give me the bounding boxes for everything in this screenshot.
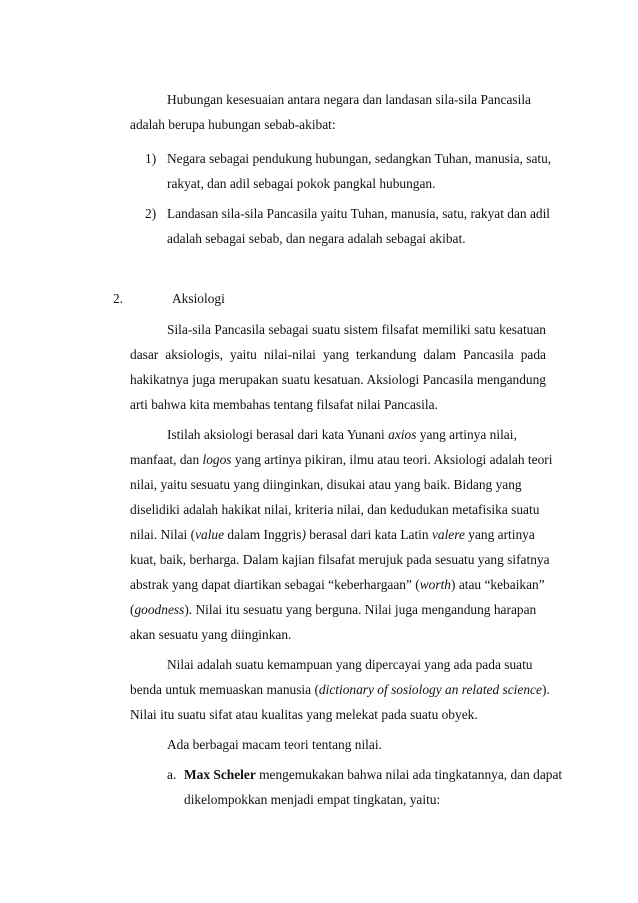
section-heading: Aksiologi bbox=[172, 291, 225, 306]
term-valere: valere bbox=[431, 527, 465, 542]
p2-line-1-tail: yang artinya nilai, bbox=[416, 427, 517, 442]
intro-line-2: adalah berupa hubungan sebab-akibat: bbox=[130, 117, 336, 132]
p4-line: Ada berbagai macam teori tentang nilai. bbox=[167, 737, 382, 752]
list-a-line-1 bbox=[184, 763, 562, 788]
p2-line-7-tail: ) atau “kebaikan” bbox=[451, 577, 545, 592]
p1-line-4: arti bahwa kita membahas tentang filsafat nilai Pancasila. bbox=[130, 397, 438, 412]
section-number: 2. bbox=[113, 291, 124, 306]
p2-line-8 bbox=[130, 598, 536, 623]
p2-line-5-mid: dalam Inggris bbox=[224, 527, 302, 542]
list-item-1-marker: 1) bbox=[145, 151, 157, 166]
p2-line-5-paren: ) bbox=[301, 527, 306, 542]
list-item-2-line-2: adalah sebagai sebab, dan negara adalah sebagai akibat. bbox=[167, 231, 466, 246]
p2-line-2-text: manfaat, dan bbox=[130, 452, 203, 467]
list-a-line-2: dikelompokkan menjadi empat tingkatan, yaitu: bbox=[184, 792, 441, 807]
list-item-2-marker: 2) bbox=[145, 206, 157, 221]
list-item-1-line-1: Negara sebagai pendukung hubungan, sedangkan Tuhan, manusia, satu, bbox=[167, 151, 552, 166]
p3-line-2 bbox=[130, 678, 550, 703]
list-a-line-1-tail: mengemukakan bahwa nilai ada tingkatannya, dan dapat bbox=[255, 767, 563, 782]
term-dictionary: dictionary of sosiology an related science bbox=[318, 682, 542, 697]
p3-line-2-text: benda untuk memuaskan manusia ( bbox=[130, 682, 319, 697]
p2-line-8-tail: ). Nilai itu sesuatu yang berguna. Nilai juga mengandung harapan bbox=[184, 602, 537, 617]
list-a-marker: a. bbox=[167, 767, 177, 782]
p2-line-1-text: Istilah aksiologi berasal dari kata Yunani bbox=[167, 427, 389, 442]
person-name: Max Scheler bbox=[184, 767, 256, 782]
p2-line-5 bbox=[130, 523, 535, 548]
p1-line-1: Sila-sila Pancasila sebagai suatu sistem filsafat memiliki satu kesatuan bbox=[167, 322, 546, 337]
p3-line-2-tail: ). bbox=[541, 682, 550, 697]
p2-line-2-tail: yang artinya pikiran, ilmu atau teori. Aksiologi adalah teori bbox=[231, 452, 553, 467]
term-logos: logos bbox=[202, 452, 232, 467]
p2-line-8-paren: ( bbox=[130, 602, 135, 617]
p2-line-2 bbox=[130, 448, 552, 473]
term-worth: worth bbox=[419, 577, 452, 592]
p2-line-5-tail: yang artinya bbox=[464, 527, 535, 542]
p1-line-2: dasar aksiologis, yaitu nilai-nilai yang terkandung dalam Pancasila pada bbox=[130, 347, 546, 362]
p2-line-1 bbox=[167, 423, 517, 448]
p1-line-3: hakikatnya juga merupakan suatu kesatuan. Aksiologi Pancasila mengandung bbox=[130, 372, 546, 387]
list-item-1-line-2: rakyat, dan adil sebagai pokok pangkal hubungan. bbox=[167, 176, 436, 191]
term-value: value bbox=[195, 527, 225, 542]
term-axios: axios bbox=[388, 427, 417, 442]
p2-line-5-text: nilai. Nilai ( bbox=[130, 527, 196, 542]
p2-line-5-mid-2: berasal dari kata Latin bbox=[305, 527, 432, 542]
p2-line-7-text: abstrak yang dapat diartikan sebagai “keberhargaan” ( bbox=[130, 577, 420, 592]
p2-line-9: akan sesuatu yang diinginkan. bbox=[130, 627, 292, 642]
p3-line-3: Nilai itu suatu sifat atau kualitas yang melekat pada suatu obyek. bbox=[130, 707, 478, 722]
p2-line-6: kuat, baik, berharga. Dalam kajian filsafat merujuk pada sesuatu yang sifatnya bbox=[130, 552, 550, 567]
list-item-2-line-1: Landasan sila-sila Pancasila yaitu Tuhan, manusia, satu, rakyat dan adil bbox=[167, 206, 551, 221]
p2-line-7 bbox=[130, 573, 545, 598]
intro-line-1: Hubungan kesesuaian antara negara dan landasan sila-sila Pancasila bbox=[167, 92, 532, 107]
p3-line-1: Nilai adalah suatu kemampuan yang dipercayai yang ada pada suatu bbox=[167, 657, 533, 672]
p2-line-4: diselidiki adalah hakikat nilai, kriteria nilai, dan kedudukan metafisika suatu bbox=[130, 502, 540, 517]
p2-line-3: nilai, yaitu sesuatu yang diinginkan, disukai atau yang baik. Bidang yang bbox=[130, 477, 522, 492]
term-goodness: goodness bbox=[134, 602, 185, 617]
